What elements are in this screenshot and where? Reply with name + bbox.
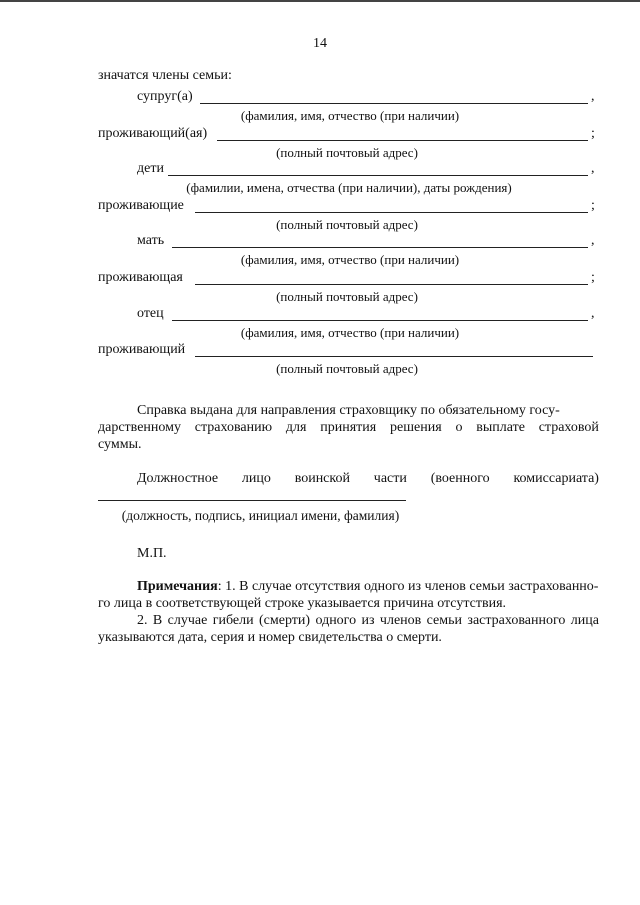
note2-word: В: [152, 613, 163, 628]
mother-caption: (фамилия, имя, отчество (при наличии): [240, 252, 460, 267]
official-word: комиссариата): [513, 471, 599, 486]
note1-start: : 1. В случае отсутствия одного из членов семьи застрахованно-: [217, 579, 599, 594]
official-line: [137, 470, 599, 487]
mother-address-field[interactable]: [195, 284, 588, 285]
official-signature-field[interactable]: [98, 500, 406, 501]
spouse-address-caption: (полный почтовый адрес): [276, 145, 418, 160]
statement-word: страхованию: [194, 420, 273, 435]
statement-word: для: [285, 420, 307, 435]
spouse-address-end: ;: [591, 126, 595, 141]
mother-field[interactable]: [172, 247, 588, 248]
father-end: ,: [591, 306, 595, 321]
note2-word: (смерти): [259, 613, 311, 628]
statement-line3: суммы.: [98, 437, 142, 452]
mother-end: ,: [591, 233, 595, 248]
note2-word: одного: [315, 613, 357, 628]
spouse-caption: (фамилия, имя, отчество (при наличии): [240, 108, 460, 123]
father-address-caption: (полный почтовый адрес): [276, 361, 418, 376]
statement-word: принятия: [320, 420, 377, 435]
spouse-address-field[interactable]: [217, 140, 588, 141]
statement-word: выплате: [476, 420, 525, 435]
mother-address-end: ;: [591, 270, 595, 285]
spouse-end: ,: [591, 89, 595, 104]
father-address-label: проживающий: [98, 342, 186, 357]
statement-word: дарственному: [98, 420, 181, 435]
children-end: ,: [591, 161, 595, 176]
note2-word: гибели: [212, 613, 254, 628]
page-number: 14: [313, 36, 327, 51]
statement-line1: Справка выдана для направления страховщику по обязательному госу-: [137, 403, 560, 418]
children-field[interactable]: [168, 175, 588, 176]
father-caption: (фамилия, имя, отчество (при наличии): [240, 325, 460, 340]
note2-word: 2.: [137, 613, 148, 628]
statement-line2: [98, 419, 599, 436]
mother-address-label: проживающая: [98, 270, 183, 285]
official-word: (военного: [430, 471, 490, 486]
notes-line1: [137, 578, 599, 595]
children-caption: (фамилии, имена, отчества (при наличии), даты рождения): [186, 180, 512, 195]
official-word: Должностное: [137, 471, 219, 486]
father-address-field[interactable]: [195, 356, 593, 357]
top-border: [0, 0, 640, 2]
note2-word: из: [361, 613, 375, 628]
official-word: воинской: [294, 471, 350, 486]
spouse-field[interactable]: [200, 103, 588, 104]
note2-word: застрахованного: [467, 613, 566, 628]
children-address-end: ;: [591, 198, 595, 213]
note2-word: семьи: [426, 613, 463, 628]
children-address-caption: (полный почтовый адрес): [276, 217, 418, 232]
children-address-label: проживающие: [98, 198, 184, 213]
spouse-address-label: проживающий(ая): [98, 126, 208, 141]
children-address-field[interactable]: [195, 212, 588, 213]
statement-word: страховой: [538, 420, 599, 435]
note2-line2: указываются дата, серия и номер свидетельства о смерти.: [98, 630, 442, 645]
note2-line1: [137, 612, 599, 629]
official-word: части: [373, 471, 407, 486]
family-intro: значатся члены семьи:: [98, 68, 232, 83]
father-field[interactable]: [172, 320, 588, 321]
notes-heading: Примечания: [137, 579, 218, 594]
note2-word: лица: [570, 613, 599, 628]
mother-address-caption: (полный почтовый адрес): [276, 289, 418, 304]
official-word: лицо: [241, 471, 271, 486]
statement-word: о: [455, 420, 463, 435]
note1-line2: го лица в соответствующей строке указывается причина отсутствия.: [98, 596, 507, 611]
children-label: дети: [137, 161, 164, 176]
note2-word: членов: [379, 613, 422, 628]
note2-word: случае: [167, 613, 208, 628]
official-caption: (должность, подпись, инициал имени, фамилия): [121, 508, 400, 523]
statement-word: решения: [390, 420, 442, 435]
mother-label: мать: [137, 233, 165, 248]
spouse-label: супруг(а): [137, 89, 193, 104]
stamp-place: М.П.: [137, 546, 167, 561]
father-label: отец: [137, 306, 164, 321]
